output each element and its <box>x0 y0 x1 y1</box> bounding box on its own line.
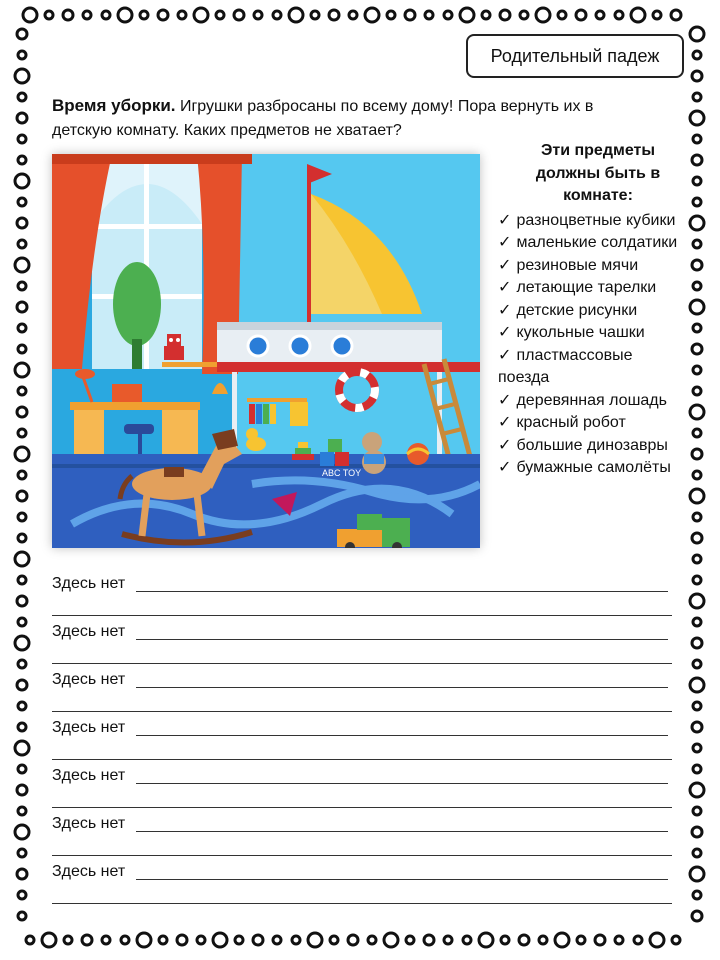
border-circle <box>329 10 339 20</box>
required-item <box>498 412 688 435</box>
border-circle <box>424 935 434 945</box>
ball <box>407 443 429 465</box>
required-item-label: летающие тарелки <box>516 279 657 296</box>
border-circle <box>213 933 227 947</box>
answer-label: Здесь нет <box>52 575 126 592</box>
border-circle <box>121 936 129 944</box>
required-item-label: маленькие солдатики <box>516 234 678 251</box>
border-circle <box>18 576 26 584</box>
border-circle <box>234 10 244 20</box>
border-circle <box>653 11 661 19</box>
answer-label: Здесь нет <box>52 671 126 688</box>
border-circle <box>17 680 27 690</box>
border-circle <box>18 723 26 731</box>
check-icon: ✓ <box>498 256 512 274</box>
window <box>92 154 202 369</box>
required-item-label: разноцветные кубики <box>516 211 676 229</box>
answer-line[interactable] <box>136 879 668 880</box>
border-circle <box>692 260 702 270</box>
border-circle <box>18 51 26 59</box>
answer-line-continuation[interactable] <box>52 759 672 760</box>
check-icon: ✓ <box>498 391 512 409</box>
border-circle <box>292 936 300 944</box>
border-circle <box>18 702 26 710</box>
red-robot <box>164 334 184 360</box>
answer-line[interactable] <box>136 831 668 832</box>
border-circle <box>693 387 701 395</box>
border-circle <box>692 71 702 81</box>
check-icon: ✓ <box>498 234 512 251</box>
check-icon: ✓ <box>498 414 512 431</box>
answer-label: Здесь нет <box>52 719 126 736</box>
required-item-label: кукольные чашки <box>516 324 645 341</box>
border-circle <box>254 11 262 19</box>
border-circle <box>17 491 27 501</box>
border-circle <box>118 8 132 22</box>
answer-line-continuation[interactable] <box>52 903 672 904</box>
answer-line[interactable] <box>136 639 668 640</box>
border-circle <box>693 282 701 290</box>
border-circle <box>18 912 26 920</box>
check-icon: ✓ <box>498 301 512 319</box>
border-circle <box>405 10 415 20</box>
required-item <box>498 322 688 345</box>
answer-row <box>52 620 672 668</box>
required-item-label: детские рисунки <box>516 301 638 319</box>
border-circle <box>253 935 263 945</box>
check-icon: ✓ <box>498 211 512 229</box>
border-circle <box>693 555 701 563</box>
border-circle <box>631 8 645 22</box>
border-circle <box>82 935 92 945</box>
answer-line[interactable] <box>136 687 668 688</box>
required-items-list <box>498 140 688 480</box>
border-circle <box>194 8 208 22</box>
border-circle <box>18 513 26 521</box>
border-circle <box>692 722 702 732</box>
border-circle <box>17 29 27 39</box>
answer-row <box>52 572 672 620</box>
check-icon: ✓ <box>498 279 512 296</box>
border-circle <box>693 366 701 374</box>
border-circle <box>18 156 26 164</box>
border-circle <box>693 429 701 437</box>
border-circle <box>18 891 26 899</box>
border-circle <box>308 933 322 947</box>
border-circle <box>64 936 72 944</box>
border-circle <box>18 282 26 290</box>
border-circle <box>17 407 27 417</box>
border-circle <box>692 449 702 459</box>
border-circle <box>690 27 704 41</box>
border-circle <box>690 594 704 608</box>
kids-room-image <box>52 154 480 548</box>
border-circle <box>576 10 586 20</box>
required-items-title: Эти предметы должны быть в комнате: <box>535 142 661 204</box>
border-circle <box>137 933 151 947</box>
required-item <box>498 232 688 255</box>
border-circle <box>693 702 701 710</box>
task-title: Время уборки. <box>52 96 176 115</box>
border-circle <box>693 891 701 899</box>
blocks-letters: ABC TOY <box>322 468 362 478</box>
border-circle <box>672 936 680 944</box>
border-circle <box>690 783 704 797</box>
border-circle <box>387 11 395 19</box>
border-circle <box>15 552 29 566</box>
border-circle <box>42 933 56 947</box>
border-circle <box>18 324 26 332</box>
border-circle <box>158 10 168 20</box>
answer-lines <box>52 572 672 908</box>
border-circle <box>159 936 167 944</box>
topic-badge <box>466 34 684 78</box>
border-circle <box>693 618 701 626</box>
border-circle <box>273 11 281 19</box>
border-circle <box>693 576 701 584</box>
border-circle <box>18 765 26 773</box>
answer-line-continuation[interactable] <box>52 807 672 808</box>
border-circle <box>595 935 605 945</box>
border-circle <box>18 618 26 626</box>
border-circle <box>693 93 701 101</box>
border-circle <box>15 825 29 839</box>
border-circle <box>692 827 702 837</box>
border-circle <box>690 300 704 314</box>
border-circle <box>500 10 510 20</box>
border-circle <box>693 240 701 248</box>
border-circle <box>693 177 701 185</box>
required-item <box>498 457 688 480</box>
border-circle <box>692 533 702 543</box>
border-circle <box>330 936 338 944</box>
border-circle <box>273 936 281 944</box>
required-item-label: бумажные самолёты <box>516 459 671 476</box>
answer-label: Здесь нет <box>52 623 126 640</box>
answer-line-continuation[interactable] <box>52 663 672 664</box>
border-circle <box>102 11 110 19</box>
border-circle <box>558 11 566 19</box>
border-circle <box>425 11 433 19</box>
required-items <box>498 210 688 480</box>
border-circle <box>17 302 27 312</box>
border-circle <box>349 11 357 19</box>
answer-row <box>52 668 672 716</box>
border-circle <box>348 935 358 945</box>
border-circle <box>520 11 528 19</box>
border-circle <box>289 8 303 22</box>
border-circle <box>178 11 186 19</box>
curtain-rod <box>52 154 252 164</box>
border-circle <box>365 8 379 22</box>
border-circle <box>406 936 414 944</box>
border-circle <box>596 11 604 19</box>
border-circle <box>17 218 27 228</box>
border-circle <box>177 935 187 945</box>
border-circle <box>693 324 701 332</box>
answer-row <box>52 764 672 812</box>
border-circle <box>536 8 550 22</box>
border-circle <box>519 935 529 945</box>
border-circle <box>23 8 37 22</box>
border-circle <box>63 10 73 20</box>
border-circle <box>482 11 490 19</box>
border-circle <box>18 429 26 437</box>
answer-row <box>52 716 672 764</box>
border-circle <box>693 807 701 815</box>
border-circle <box>692 911 702 921</box>
border-circle <box>460 8 474 22</box>
border-circle <box>650 933 664 947</box>
topic-badge-label: Родительный падеж <box>490 45 660 66</box>
border-circle <box>693 51 701 59</box>
border-circle <box>634 936 642 944</box>
border-circle <box>690 678 704 692</box>
answer-label: Здесь нет <box>52 815 126 832</box>
border-circle <box>693 135 701 143</box>
required-item <box>498 435 688 458</box>
required-item <box>498 300 688 323</box>
required-item-label: пластмассовые поезда <box>498 346 633 386</box>
border-circle <box>17 869 27 879</box>
border-circle <box>615 11 623 19</box>
answer-line[interactable] <box>136 591 668 592</box>
border-circle <box>17 113 27 123</box>
required-item <box>498 255 688 278</box>
required-item-label: большие динозавры <box>516 436 668 454</box>
border-circle <box>311 11 319 19</box>
required-item <box>498 390 688 413</box>
task-intro <box>52 94 652 143</box>
border-circle <box>692 155 702 165</box>
border-circle <box>479 933 493 947</box>
border-circle <box>15 258 29 272</box>
border-circle <box>692 344 702 354</box>
check-icon: ✓ <box>498 436 512 454</box>
border-circle <box>693 765 701 773</box>
check-icon: ✓ <box>498 324 512 341</box>
border-circle <box>577 936 585 944</box>
border-circle <box>693 471 701 479</box>
required-item <box>498 345 688 390</box>
border-circle <box>15 174 29 188</box>
border-circle <box>235 936 243 944</box>
border-circle <box>197 936 205 944</box>
kids-room-illustration <box>52 154 480 548</box>
border-circle <box>15 741 29 755</box>
border-circle <box>216 11 224 19</box>
answer-line-continuation[interactable] <box>52 615 672 616</box>
required-item-label: красный робот <box>516 414 626 431</box>
border-circle <box>463 936 471 944</box>
border-circle <box>693 513 701 521</box>
border-circle <box>18 345 26 353</box>
border-circle <box>83 11 91 19</box>
border-circle <box>384 933 398 947</box>
border-circle <box>26 936 34 944</box>
answer-label: Здесь нет <box>52 863 126 880</box>
border-circle <box>18 849 26 857</box>
answer-line[interactable] <box>136 735 668 736</box>
border-circle <box>18 387 26 395</box>
border-circle <box>102 936 110 944</box>
border-circle <box>693 744 701 752</box>
border-circle <box>690 867 704 881</box>
border-circle <box>18 135 26 143</box>
border-circle <box>18 807 26 815</box>
border-circle <box>18 471 26 479</box>
answer-line-continuation[interactable] <box>52 711 672 712</box>
check-icon: ✓ <box>498 459 512 476</box>
border-circle <box>17 785 27 795</box>
check-icon: ✓ <box>498 346 512 364</box>
required-item <box>498 277 688 300</box>
border-circle <box>690 405 704 419</box>
answer-row <box>52 812 672 860</box>
border-circle <box>693 198 701 206</box>
border-circle <box>444 936 452 944</box>
border-circle <box>690 489 704 503</box>
border-circle <box>18 660 26 668</box>
border-circle <box>15 363 29 377</box>
border-circle <box>671 10 681 20</box>
border-circle <box>615 936 623 944</box>
required-item-label: деревянная лошадь <box>516 391 667 409</box>
border-circle <box>18 198 26 206</box>
border-circle <box>539 936 547 944</box>
border-circle <box>45 11 53 19</box>
border-circle <box>690 216 704 230</box>
border-circle <box>15 447 29 461</box>
answer-label: Здесь нет <box>52 767 126 784</box>
answer-line-continuation[interactable] <box>52 855 672 856</box>
required-item <box>498 210 688 233</box>
required-item-label: резиновые мячи <box>516 256 639 274</box>
border-circle <box>501 936 509 944</box>
border-circle <box>18 534 26 542</box>
border-circle <box>693 660 701 668</box>
border-circle <box>18 240 26 248</box>
border-circle <box>15 69 29 83</box>
answer-row <box>52 860 672 908</box>
border-circle <box>15 636 29 650</box>
border-circle <box>18 93 26 101</box>
border-circle <box>444 11 452 19</box>
border-circle <box>555 933 569 947</box>
border-circle <box>368 936 376 944</box>
task-text: Игрушки разбросаны по всему дому! Пора вернуть их в детскую комнату. Каких предметов не хватает? <box>52 98 594 139</box>
answer-line[interactable] <box>136 783 668 784</box>
border-circle <box>140 11 148 19</box>
border-circle <box>692 638 702 648</box>
border-circle <box>693 849 701 857</box>
border-circle <box>17 596 27 606</box>
border-circle <box>690 111 704 125</box>
